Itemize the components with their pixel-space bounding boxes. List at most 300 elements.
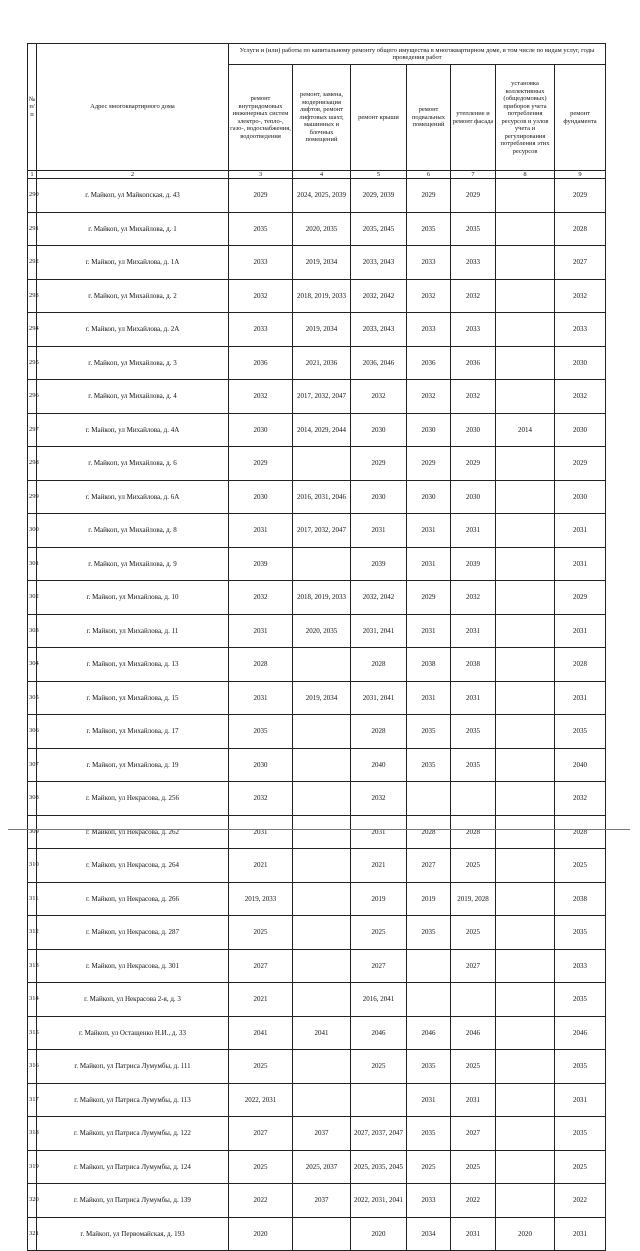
table-row: [28, 882, 606, 916]
cell-facade: [451, 983, 496, 1017]
cell-facade: 2038: [451, 648, 496, 682]
cell-basement: 2031: [407, 547, 451, 581]
table-row: [28, 1016, 606, 1050]
cell-elevators: 2020, 2035: [293, 614, 351, 648]
cell-engineering-systems: 2031: [229, 815, 293, 849]
table-row: [28, 681, 606, 715]
cell-facade: 2035: [451, 748, 496, 782]
cell-engineering-systems: 2031: [229, 614, 293, 648]
row-address: г. Майкоп, ул Михайлова, д. 3: [37, 346, 229, 380]
cell-roof: 2036, 2046: [351, 346, 407, 380]
cell-elevators: [293, 849, 351, 883]
cell-basement: 2027: [407, 849, 451, 883]
cell-meters: [496, 949, 555, 983]
cell-elevators: 2019, 2034: [293, 681, 351, 715]
cell-foundation: 2031: [555, 681, 606, 715]
row-address: г. Майкоп, ул Патриса Лумумбы, д. 122: [37, 1117, 229, 1151]
row-address: г. Майкоп, ул Михайлова, д. 4А: [37, 413, 229, 447]
cell-meters: [496, 1150, 555, 1184]
row-address: г. Майкоп, ул Некрасова, д. 256: [37, 782, 229, 816]
cell-engineering-systems: 2036: [229, 346, 293, 380]
column-number: 2: [37, 171, 229, 179]
cell-roof: 2028: [351, 715, 407, 749]
cell-meters: [496, 1016, 555, 1050]
row-number: 307: [28, 748, 37, 782]
cell-meters: [496, 346, 555, 380]
cell-roof: 2025: [351, 916, 407, 950]
cell-meters: [496, 1184, 555, 1218]
cell-facade: 2035: [451, 715, 496, 749]
table-row: [28, 748, 606, 782]
cell-foundation: 2032: [555, 782, 606, 816]
table-row: [28, 547, 606, 581]
cell-elevators: 2017, 2032, 2047: [293, 514, 351, 548]
cell-facade: 2025: [451, 1050, 496, 1084]
cell-roof: 2032: [351, 782, 407, 816]
cell-roof: 2020: [351, 1217, 407, 1251]
cell-basement: 2029: [407, 581, 451, 615]
cell-meters: [496, 1050, 555, 1084]
cell-roof: 2029: [351, 447, 407, 481]
cell-foundation: 2035: [555, 715, 606, 749]
cell-basement: 2035: [407, 715, 451, 749]
cell-basement: 2035: [407, 1117, 451, 1151]
table-row: [28, 916, 606, 950]
cell-meters: 2020: [496, 1217, 555, 1251]
cell-elevators: 2019, 2034: [293, 246, 351, 280]
table-row: [28, 648, 606, 682]
cell-elevators: [293, 1050, 351, 1084]
cell-basement: 2031: [407, 514, 451, 548]
cell-basement: 2031: [407, 614, 451, 648]
row-number: 319: [28, 1150, 37, 1184]
row-number: 308: [28, 782, 37, 816]
row-address: г. Майкоп, ул Некрасова, д. 266: [37, 882, 229, 916]
cell-elevators: [293, 815, 351, 849]
row-address: г. Майкоп, ул Некрасова, д. 301: [37, 949, 229, 983]
header-engineering-systems: ремонт внутридомовых инженерных систем электро-, тепло-, газо-, водоснабжения, водоотведения: [229, 65, 293, 171]
cell-elevators: 2021, 2036: [293, 346, 351, 380]
row-address: г. Майкоп, ул Патриса Лумумбы, д. 139: [37, 1184, 229, 1218]
cell-facade: 2031: [451, 1083, 496, 1117]
table-row: [28, 447, 606, 481]
row-address: г. Майкоп, ул Михайлова, д. 6А: [37, 480, 229, 514]
cell-facade: 2022: [451, 1184, 496, 1218]
cell-roof: 2031: [351, 514, 407, 548]
cell-engineering-systems: 2025: [229, 916, 293, 950]
cell-foundation: 2033: [555, 313, 606, 347]
row-address: г. Майкоп, ул Михайлова, д. 1А: [37, 246, 229, 280]
column-number: 9: [555, 171, 606, 179]
cell-meters: [496, 547, 555, 581]
row-number: 291: [28, 212, 37, 246]
row-number: 320: [28, 1184, 37, 1218]
cell-facade: 2028: [451, 815, 496, 849]
cell-foundation: 2035: [555, 1117, 606, 1151]
cell-foundation: 2027: [555, 246, 606, 280]
cell-basement: 2035: [407, 916, 451, 950]
cell-foundation: 2028: [555, 212, 606, 246]
cell-elevators: 2018, 2019, 2033: [293, 279, 351, 313]
cell-engineering-systems: 2032: [229, 380, 293, 414]
column-numbers-row: [28, 171, 606, 179]
table-row: [28, 983, 606, 1017]
row-address: г. Майкоп, ул Первомайская, д. 193: [37, 1217, 229, 1251]
cell-engineering-systems: 2028: [229, 648, 293, 682]
cell-facade: 2025: [451, 849, 496, 883]
row-number: 302: [28, 581, 37, 615]
row-number: 312: [28, 916, 37, 950]
cell-elevators: [293, 1217, 351, 1251]
cell-foundation: 2029: [555, 179, 606, 213]
cell-foundation: 2030: [555, 413, 606, 447]
cell-basement: 2032: [407, 279, 451, 313]
table-body: [28, 179, 606, 1251]
cell-basement: 2030: [407, 413, 451, 447]
cell-facade: 2027: [451, 949, 496, 983]
cell-elevators: [293, 782, 351, 816]
cell-facade: 2032: [451, 380, 496, 414]
cell-elevators: 2014, 2029, 2044: [293, 413, 351, 447]
cell-basement: 2032: [407, 380, 451, 414]
cell-meters: [496, 916, 555, 950]
cell-meters: [496, 782, 555, 816]
cell-facade: 2033: [451, 246, 496, 280]
row-number: 292: [28, 246, 37, 280]
cell-facade: 2030: [451, 480, 496, 514]
cell-facade: 2032: [451, 581, 496, 615]
row-address: г. Майкоп, ул Патриса Лумумбы, д. 113: [37, 1083, 229, 1117]
cell-basement: 2031: [407, 681, 451, 715]
row-address: г. Майкоп, ул Майкопская, д. 43: [37, 179, 229, 213]
header-roof: ремонт крыши: [351, 65, 407, 171]
cell-roof: 2019: [351, 882, 407, 916]
row-address: г. Майкоп, ул Михайлова, д. 1: [37, 212, 229, 246]
cell-engineering-systems: 2032: [229, 581, 293, 615]
cell-meters: [496, 179, 555, 213]
cell-facade: 2031: [451, 614, 496, 648]
row-address: г. Майкоп, ул Некрасова 2-я, д. 3: [37, 983, 229, 1017]
cell-foundation: 2031: [555, 547, 606, 581]
header-num: № п/п: [28, 44, 37, 171]
row-number: 303: [28, 614, 37, 648]
cell-basement: 2030: [407, 480, 451, 514]
cell-foundation: 2038: [555, 882, 606, 916]
cell-engineering-systems: 2025: [229, 1050, 293, 1084]
cell-engineering-systems: 2022, 2031: [229, 1083, 293, 1117]
column-number: 1: [28, 171, 37, 179]
cell-engineering-systems: 2030: [229, 480, 293, 514]
cell-engineering-systems: 2021: [229, 983, 293, 1017]
cell-facade: 2019, 2028: [451, 882, 496, 916]
row-number: 298: [28, 447, 37, 481]
row-number: 301: [28, 547, 37, 581]
cell-elevators: [293, 1083, 351, 1117]
cell-foundation: 2025: [555, 1150, 606, 1184]
cell-basement: 2035: [407, 748, 451, 782]
cell-foundation: 2033: [555, 949, 606, 983]
cell-meters: [496, 480, 555, 514]
cell-basement: 2033: [407, 313, 451, 347]
cell-roof: 2030: [351, 413, 407, 447]
cell-basement: [407, 983, 451, 1017]
row-address: г. Майкоп, ул Некрасова, д. 262: [37, 815, 229, 849]
cell-engineering-systems: 2021: [229, 849, 293, 883]
cell-basement: 2033: [407, 1184, 451, 1218]
cell-facade: 2031: [451, 514, 496, 548]
header-meters: установка коллективных (общедомовых) приборов учета потребления ресурсов и узлов учета и регулирования потребления этих ресурсов: [496, 65, 555, 171]
cell-elevators: 2016, 2031, 2046: [293, 480, 351, 514]
cell-roof: 2032: [351, 380, 407, 414]
column-number: 5: [351, 171, 407, 179]
cell-roof: 2039: [351, 547, 407, 581]
column-number: 7: [451, 171, 496, 179]
cell-engineering-systems: 2027: [229, 949, 293, 983]
header-services: Услуги и (или) работы по капитальному ремонту общего имущества в многоквартирном доме, в том числе по видам услуг, годы проведения работ: [229, 44, 606, 65]
cell-foundation: 2031: [555, 1083, 606, 1117]
cell-meters: [496, 715, 555, 749]
cell-facade: 2029: [451, 447, 496, 481]
cell-facade: 2031: [451, 681, 496, 715]
table-row: [28, 346, 606, 380]
cell-meters: [496, 514, 555, 548]
cell-foundation: 2035: [555, 983, 606, 1017]
cell-foundation: 2029: [555, 581, 606, 615]
table-row: [28, 514, 606, 548]
cell-meters: [496, 313, 555, 347]
cell-foundation: 2031: [555, 514, 606, 548]
row-number: 309: [28, 815, 37, 849]
table-row: [28, 815, 606, 849]
cell-elevators: [293, 715, 351, 749]
cell-basement: 2025: [407, 1150, 451, 1184]
cell-basement: 2028: [407, 815, 451, 849]
cell-foundation: 2035: [555, 1050, 606, 1084]
cell-foundation: 2029: [555, 447, 606, 481]
row-number: 305: [28, 681, 37, 715]
cell-foundation: 2032: [555, 380, 606, 414]
row-address: г. Майкоп, ул Михайлова, д. 2: [37, 279, 229, 313]
cell-elevators: [293, 447, 351, 481]
row-number: 317: [28, 1083, 37, 1117]
table-row: [28, 614, 606, 648]
row-number: 306: [28, 715, 37, 749]
row-number: 294: [28, 313, 37, 347]
cell-engineering-systems: 2035: [229, 715, 293, 749]
cell-engineering-systems: 2029: [229, 447, 293, 481]
cell-basement: 2036: [407, 346, 451, 380]
cell-elevators: [293, 547, 351, 581]
row-number: 313: [28, 949, 37, 983]
cell-facade: 2029: [451, 179, 496, 213]
cell-foundation: 2025: [555, 849, 606, 883]
cell-basement: 2033: [407, 246, 451, 280]
cell-roof: 2035, 2045: [351, 212, 407, 246]
cell-engineering-systems: 2019, 2033: [229, 882, 293, 916]
cell-engineering-systems: 2025: [229, 1150, 293, 1184]
cell-foundation: 2030: [555, 480, 606, 514]
row-address: г. Майкоп, ул Некрасова, д. 287: [37, 916, 229, 950]
cell-facade: 2031: [451, 1217, 496, 1251]
row-address: г. Майкоп, ул Михайлова, д. 6: [37, 447, 229, 481]
cell-meters: [496, 212, 555, 246]
cell-foundation: 2046: [555, 1016, 606, 1050]
cell-facade: 2046: [451, 1016, 496, 1050]
table-row: [28, 715, 606, 749]
row-number: 310: [28, 849, 37, 883]
cell-basement: 2029: [407, 447, 451, 481]
table-row: [28, 949, 606, 983]
row-address: г. Майкоп, ул Михайлова, д. 8: [37, 514, 229, 548]
cell-foundation: 2030: [555, 346, 606, 380]
document-page: [27, 43, 606, 1251]
cell-elevators: 2037: [293, 1117, 351, 1151]
cell-elevators: 2024, 2025, 2039: [293, 179, 351, 213]
cell-elevators: 2019, 2034: [293, 313, 351, 347]
cell-basement: 2031: [407, 1083, 451, 1117]
cell-meters: [496, 648, 555, 682]
row-address: г. Майкоп, ул Михайлова, д. 13: [37, 648, 229, 682]
cell-facade: 2036: [451, 346, 496, 380]
cell-basement: 2035: [407, 1050, 451, 1084]
cell-foundation: 2028: [555, 648, 606, 682]
cell-facade: [451, 782, 496, 816]
table-row: [28, 279, 606, 313]
cell-elevators: [293, 648, 351, 682]
row-number: 290: [28, 179, 37, 213]
cell-elevators: 2037: [293, 1184, 351, 1218]
row-number: 315: [28, 1016, 37, 1050]
cell-meters: [496, 447, 555, 481]
repair-schedule-table: [27, 43, 606, 1251]
cell-engineering-systems: 2041: [229, 1016, 293, 1050]
cell-engineering-systems: 2031: [229, 514, 293, 548]
cell-elevators: [293, 983, 351, 1017]
cell-basement: 2029: [407, 179, 451, 213]
cell-meters: [496, 246, 555, 280]
row-address: г. Майкоп, ул Остащенко Н.И., д. 33: [37, 1016, 229, 1050]
row-address: г. Майкоп, ул Михайлова, д. 2А: [37, 313, 229, 347]
table-row: [28, 179, 606, 213]
page-divider: [8, 829, 630, 830]
table-row: [28, 246, 606, 280]
cell-engineering-systems: 2029: [229, 179, 293, 213]
cell-roof: 2022, 2031, 2041: [351, 1184, 407, 1218]
cell-facade: 2025: [451, 1150, 496, 1184]
cell-roof: 2021: [351, 849, 407, 883]
column-number: 6: [407, 171, 451, 179]
cell-roof: 2028: [351, 648, 407, 682]
cell-roof: 2025, 2035, 2045: [351, 1150, 407, 1184]
table-row: [28, 1117, 606, 1151]
table-row: [28, 413, 606, 447]
column-number: 4: [293, 171, 351, 179]
table-row: [28, 212, 606, 246]
cell-meters: [496, 849, 555, 883]
cell-basement: [407, 782, 451, 816]
cell-facade: 2027: [451, 1117, 496, 1151]
row-number: 314: [28, 983, 37, 1017]
row-number: 293: [28, 279, 37, 313]
table-row: [28, 1217, 606, 1251]
row-address: г. Майкоп, ул Михайлова, д. 9: [37, 547, 229, 581]
cell-engineering-systems: 2020: [229, 1217, 293, 1251]
cell-foundation: 2028: [555, 815, 606, 849]
row-number: 304: [28, 648, 37, 682]
cell-roof: 2025: [351, 1050, 407, 1084]
table-row: [28, 1050, 606, 1084]
header-elevators: ремонт, замена, модернизация лифтов, ремонт лифтовых шахт, машинных и блочных помещений: [293, 65, 351, 171]
cell-elevators: [293, 916, 351, 950]
cell-roof: 2031, 2041: [351, 681, 407, 715]
cell-meters: [496, 882, 555, 916]
cell-roof: 2032, 2042: [351, 581, 407, 615]
cell-roof: 2040: [351, 748, 407, 782]
row-number: 321: [28, 1217, 37, 1251]
cell-basement: 2038: [407, 648, 451, 682]
row-number: 296: [28, 380, 37, 414]
header-basement: ремонт подвальных помещений: [407, 65, 451, 171]
cell-roof: 2033, 2043: [351, 246, 407, 280]
row-number: 299: [28, 480, 37, 514]
row-address: г. Майкоп, ул Некрасова, д. 264: [37, 849, 229, 883]
row-address: г. Майкоп, ул Михайлова, д. 10: [37, 581, 229, 615]
cell-roof: [351, 1083, 407, 1117]
cell-engineering-systems: 2027: [229, 1117, 293, 1151]
cell-elevators: 2041: [293, 1016, 351, 1050]
column-number: 3: [229, 171, 293, 179]
cell-engineering-systems: 2030: [229, 413, 293, 447]
table-row: [28, 1184, 606, 1218]
cell-foundation: 2035: [555, 916, 606, 950]
cell-elevators: 2018, 2019, 2033: [293, 581, 351, 615]
table-row: [28, 1083, 606, 1117]
table-row: [28, 480, 606, 514]
table-row: [28, 313, 606, 347]
row-address: г. Майкоп, ул Патриса Лумумбы, д. 124: [37, 1150, 229, 1184]
cell-roof: 2032, 2042: [351, 279, 407, 313]
table-row: [28, 782, 606, 816]
column-number: 8: [496, 171, 555, 179]
cell-roof: 2030: [351, 480, 407, 514]
cell-roof: 2046: [351, 1016, 407, 1050]
row-number: 318: [28, 1117, 37, 1151]
cell-engineering-systems: 2033: [229, 246, 293, 280]
row-address: г. Майкоп, ул Патриса Лумумбы, д. 111: [37, 1050, 229, 1084]
cell-elevators: 2025, 2037: [293, 1150, 351, 1184]
row-address: г. Майкоп, ул Михайлова, д. 15: [37, 681, 229, 715]
cell-facade: 2033: [451, 313, 496, 347]
cell-roof: 2031: [351, 815, 407, 849]
cell-foundation: 2032: [555, 279, 606, 313]
row-number: 295: [28, 346, 37, 380]
cell-elevators: [293, 949, 351, 983]
cell-meters: [496, 380, 555, 414]
header-facade: утепление и ремонт фасада: [451, 65, 496, 171]
cell-elevators: 2020, 2035: [293, 212, 351, 246]
cell-facade: 2039: [451, 547, 496, 581]
cell-meters: [496, 1117, 555, 1151]
cell-meters: 2014: [496, 413, 555, 447]
table-row: [28, 380, 606, 414]
cell-engineering-systems: 2031: [229, 681, 293, 715]
header-foundation: ремонт фундамента: [555, 65, 606, 171]
cell-engineering-systems: 2022: [229, 1184, 293, 1218]
cell-engineering-systems: 2035: [229, 212, 293, 246]
cell-engineering-systems: 2039: [229, 547, 293, 581]
cell-foundation: 2022: [555, 1184, 606, 1218]
cell-meters: [496, 581, 555, 615]
